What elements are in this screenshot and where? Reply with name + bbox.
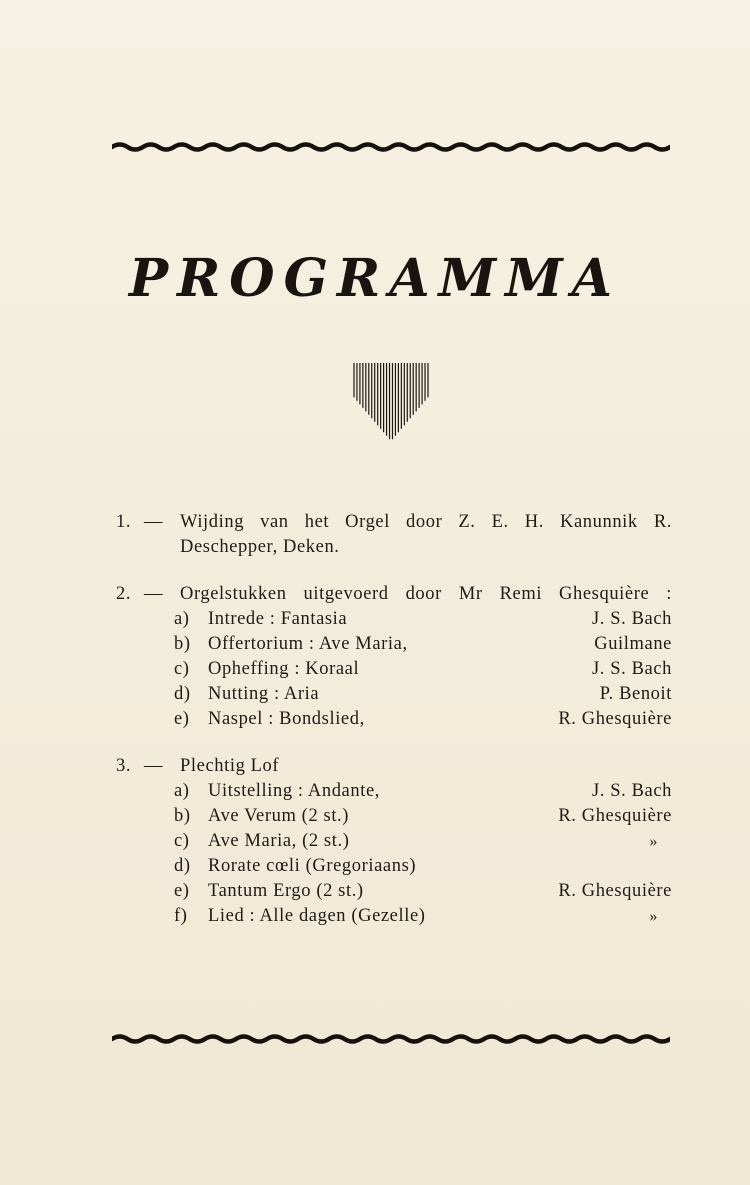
piece-title: Opheffing : Koraal [208,659,360,679]
item-number: 2. [116,584,132,604]
list-item [116,657,672,682]
item-dash: — [144,756,164,776]
piece-title: Rorate cœli (Gregoriaans) [208,856,417,876]
composer: J. S. Bach [592,659,672,679]
item-title: Orgelstukken uitgevoerd door Mr Remi Ghesquière : [180,584,672,604]
programme-item-1 [116,510,672,560]
list-item [116,682,672,707]
list-item [116,707,672,732]
composer-ditto: » [649,833,658,850]
piece-title: Uitstelling : Andante, [208,781,380,801]
item-dash: — [144,584,164,604]
composer: R. Ghesquière [558,881,672,901]
composer: Guilmane [594,634,672,654]
sub-letter: f) [174,906,188,926]
wave-border-bottom [112,1030,670,1048]
composer: R. Ghesquière [558,709,672,729]
sub-letter: d) [174,856,191,876]
list-item [116,904,672,929]
list-item [116,779,672,804]
list-item [116,829,672,854]
composer-ditto: » [649,908,658,925]
piece-title: Nutting : Aria [208,684,320,704]
page-title: PROGRAMMA [128,248,622,309]
composer: R. Ghesquière [558,806,672,826]
piece-title: Intrede : Fantasia [208,609,348,629]
sub-letter: a) [174,781,190,801]
programme-item-3 [116,754,672,929]
sub-letter: e) [174,709,190,729]
sub-letter: c) [174,831,190,851]
composer: J. S. Bach [592,781,672,801]
piece-title: Ave Maria, (2 st.) [208,831,350,851]
item-dash: — [144,512,164,532]
item-title-continued: Deschepper, Deken. [180,537,340,557]
item-number: 3. [116,756,132,776]
item-title: Wijding van het Orgel door Z. E. H. Kanunnik R. [180,512,672,532]
list-item [116,879,672,904]
piece-title: Tantum Ergo (2 st.) [208,881,364,901]
piece-title: Naspel : Bondslied, [208,709,365,729]
item-number: 1. [116,512,132,532]
wave-border-top [112,138,670,156]
piece-title: Ave Verum (2 st.) [208,806,350,826]
sub-letter: d) [174,684,191,704]
piece-title: Lied : Alle dagen (Gezelle) [208,906,426,926]
composer: P. Benoit [599,684,672,704]
list-item [116,854,672,879]
sub-letter: c) [174,659,190,679]
composer: J. S. Bach [592,609,672,629]
programme-item-2 [116,582,672,732]
organ-pipes-ornament [352,362,430,442]
sub-letter: a) [174,609,190,629]
programme-list [116,510,672,951]
list-item [116,632,672,657]
sub-letter: b) [174,634,191,654]
list-item [116,607,672,632]
sub-letter: b) [174,806,191,826]
piece-title: Offertorium : Ave Maria, [208,634,408,654]
item-title: Plechtig Lof [180,756,280,776]
list-item [116,804,672,829]
sub-letter: e) [174,881,190,901]
